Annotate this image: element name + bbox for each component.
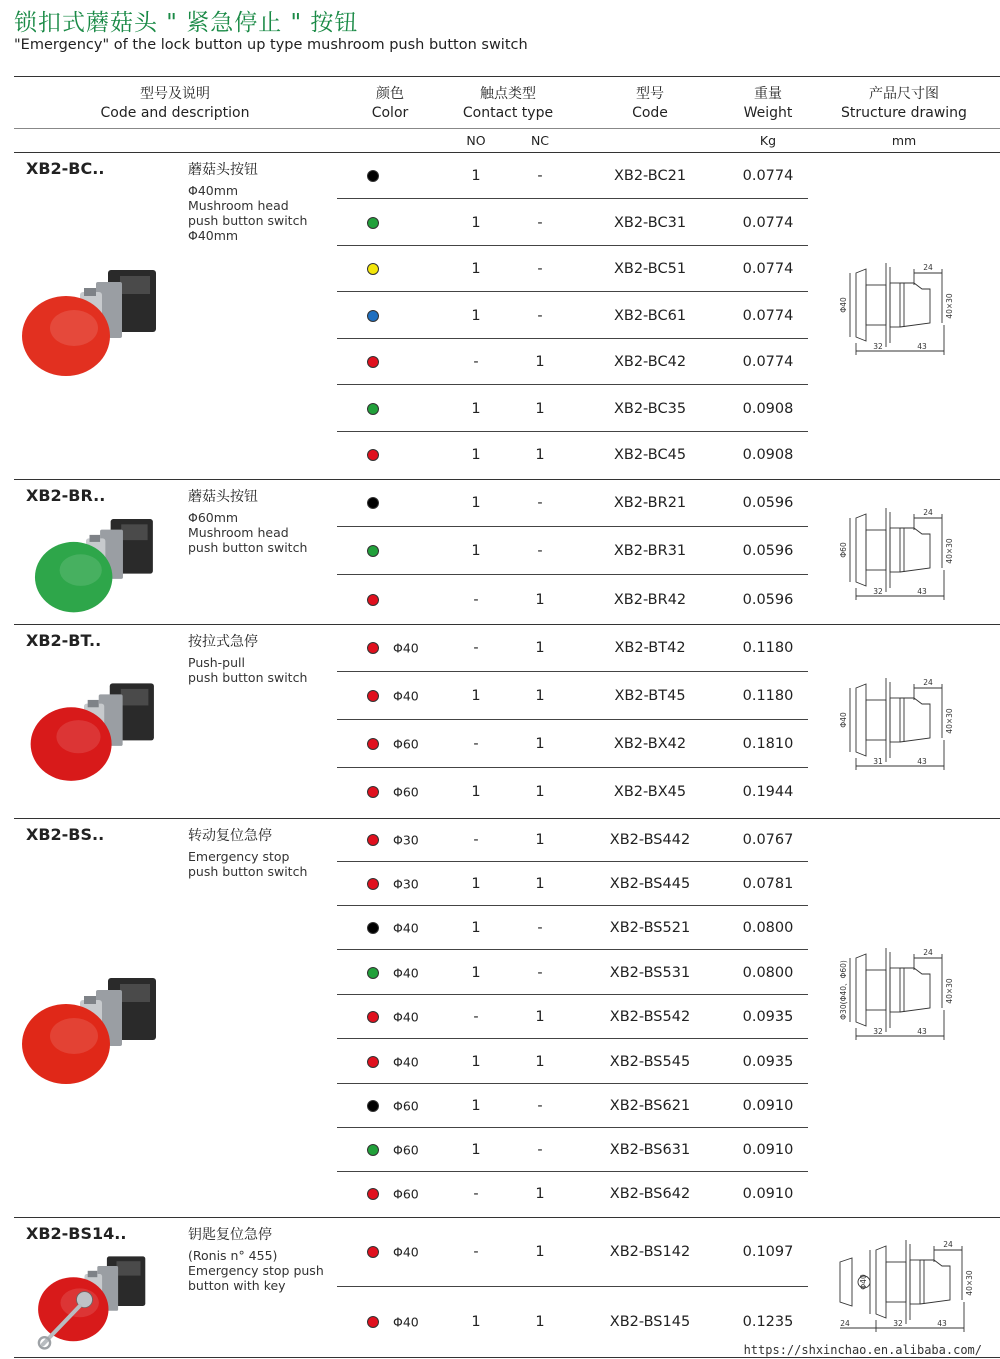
product-photo [32,512,162,626]
series-code: XB2-BS.. [26,825,105,844]
color-dot-red [367,786,379,798]
contact-nc-value: 1 [535,736,545,752]
header-contact [448,85,568,123]
weight-value: 0.0935 [742,1053,794,1070]
weight-value: 0.0908 [742,447,794,463]
color-dot-black [367,1100,379,1112]
contact-no-value: 1 [471,920,481,936]
weight-value: 0.1810 [742,736,794,752]
table-row [337,479,808,527]
drawing-width1-label: 32 [873,1027,883,1036]
description-line: button with key [188,1278,286,1293]
product-code: XB2-BC35 [613,400,687,417]
table-row [337,575,808,624]
header-mid-rule [14,128,1000,129]
weight-value: 0.0935 [742,1009,794,1025]
drawing-diameter-label: Φ40 [839,712,848,728]
contact-no-value: 1 [471,307,481,324]
color-dot-green [367,217,379,229]
diameter-value: Φ60 [393,784,419,800]
description-line: Push-pull [188,655,245,670]
description-en [188,510,307,555]
contact-nc-value: 1 [535,447,545,463]
product-code: XB2-BS442 [609,832,691,848]
product-code: XB2-BS642 [609,1186,691,1202]
header-drawing-cn: 产品尺寸图 [869,86,939,102]
contact-nc-value: 1 [535,1053,545,1070]
header-weight [728,85,808,123]
contact-no-value: 1 [471,543,481,559]
color-dot-red [367,642,379,654]
drawing-top-label: 24 [923,948,933,957]
header-code-desc [100,85,250,123]
color-dot-red [367,449,379,461]
table-row [337,906,808,950]
drawing-width1-label: 32 [873,587,883,596]
table-row [337,862,808,906]
table-row [337,339,808,385]
color-dot-red [367,738,379,750]
color-dot-red [367,594,379,606]
weight-value: 0.0596 [742,495,794,511]
contact-no-value: 1 [471,1142,481,1158]
product-code: XB2-BS531 [609,964,691,981]
table-row [337,1217,808,1287]
description-line: Mushroom head [188,525,289,540]
drawing-width2-label: 43 [917,342,927,351]
description-line: push button switch [188,864,308,879]
contact-no-value: 1 [471,214,481,231]
product-code: XB2-BS621 [609,1098,691,1114]
contact-nc-value: 1 [535,400,545,417]
header-weight-en: Weight [743,105,793,121]
drawing-side-label: 40×30 [945,293,954,319]
structure-drawing [834,940,964,1054]
color-dot-green [367,1144,379,1156]
description-cn: 转动复位急停 [188,828,272,844]
contact-nc-value: - [537,964,543,981]
drawing-width1-label: 31 [873,757,883,766]
diameter-value: Φ60 [393,1142,419,1158]
color-dot-blue [367,310,379,322]
contact-no-value: 1 [471,876,481,892]
contact-nc-value: - [537,307,543,324]
contact-no-value: - [473,1009,479,1025]
color-dot-green [367,545,379,557]
diameter-value: Φ60 [393,1098,419,1114]
contact-nc-value: 1 [535,591,545,608]
table-row [337,246,808,292]
structure-drawing [828,1232,978,1346]
color-dot-red [367,690,379,702]
page-title-cn: 锁扣式蘑菇头 " 紧急停止 " 按钮 [14,10,359,36]
color-dot-red [367,878,379,890]
drawing-width1-label: 32 [893,1319,903,1328]
product-photo [20,970,165,1099]
header-color-cn: 颜色 [376,86,404,102]
table-row [337,1172,808,1216]
description-en [188,183,307,243]
color-dot-black [367,170,379,182]
weight-value: 0.1235 [742,1314,794,1330]
drawing-width0-label: 24 [840,1319,850,1328]
drawing-width2-label: 43 [917,587,927,596]
contact-nc-value: 1 [535,1009,545,1025]
diameter-value: Φ40 [393,965,419,980]
weight-value: 0.0800 [742,964,794,981]
color-dot-green [367,967,379,979]
weight-value: 0.0774 [742,354,794,370]
product-code: XB2-BS631 [609,1142,691,1158]
drawing-side-label: 40×30 [945,978,954,1004]
structure-drawing [834,670,964,784]
contact-no-value: 1 [471,1314,481,1330]
color-dot-red [367,356,379,368]
description-line: push button switch [188,540,308,555]
color-dot-red [367,1316,379,1328]
contact-no-value: 1 [471,400,481,417]
header-color [350,85,430,123]
contact-no-value: 1 [471,964,481,981]
drawing-top-label: 24 [923,508,933,517]
weight-value: 0.0800 [742,920,794,936]
color-dot-red [367,834,379,846]
contact-nc-value: 1 [535,832,545,848]
contact-nc-value: - [537,543,543,559]
table-row [337,1128,808,1172]
description-cn: 蘑菇头按钮 [188,162,258,178]
table-row [337,292,808,339]
diameter-value: Φ40 [393,1244,419,1260]
contact-nc-value: - [537,920,543,936]
contact-nc-value: 1 [535,876,545,892]
weight-value: 0.0908 [742,400,794,417]
product-code: XB2-BS142 [609,1244,691,1260]
description-line: Φ40mm [188,183,239,198]
weight-value: 0.0774 [742,214,794,231]
contact-no-value: - [473,1186,479,1202]
table-row [337,432,808,478]
contact-nc-value: - [537,1098,543,1114]
diameter-value: Φ40 [393,1054,419,1069]
table-row [337,818,808,862]
weight-value: 0.0596 [742,543,794,559]
weight-value: 0.1180 [742,688,794,704]
contact-nc-value: 1 [535,1244,545,1260]
diameter-value: Φ60 [393,1186,419,1202]
contact-nc-value: 1 [535,1186,545,1202]
group-divider [14,1357,1000,1358]
description-line: Mushroom head [188,198,289,213]
drawing-side-label: 40×30 [945,538,954,564]
diameter-value: Φ60 [393,736,419,752]
product-code: XB2-BC51 [613,261,687,277]
diameter-value: Φ40 [393,688,419,704]
table-row [337,152,808,199]
description-en [188,1248,324,1293]
description-line: Emergency stop [188,849,290,864]
footer-url: https://shxinchao.en.alibaba.com/ [743,1343,982,1357]
table-row [337,720,808,768]
series-code: XB2-BS14.. [26,1224,127,1243]
product-code: XB2-BC61 [613,307,687,324]
table-row [337,672,808,720]
diameter-value: Φ30 [393,832,419,848]
table-row [337,950,808,995]
product-photo [20,262,165,391]
header-code-cn: 型号 [636,86,664,102]
color-dot-black [367,922,379,934]
diameter-value: Φ40 [393,1009,419,1025]
drawing-width2-label: 43 [937,1319,947,1328]
product-photo [28,676,163,795]
series-code: XB2-BR.. [26,486,106,505]
drawing-width2-label: 43 [917,757,927,766]
diameter-value: Φ40 [393,1314,419,1330]
diameter-value: Φ40 [393,920,419,936]
description-cn: 按拉式急停 [188,634,258,650]
weight-value: 0.0781 [742,876,794,892]
product-code: XB2-BX45 [613,784,687,800]
drawing-top-label: 24 [943,1240,953,1249]
series-code: XB2-BC.. [26,159,105,178]
weight-value: 0.0596 [742,591,794,608]
contact-no-value: 1 [471,447,481,463]
header-no: NO [466,133,486,148]
contact-no-value: 1 [471,688,481,704]
series-code: XB2-BT.. [26,631,102,650]
description-cn: 蘑菇头按钮 [188,489,258,505]
table-row [337,995,808,1039]
table-row [337,199,808,246]
contact-nc-value: 1 [535,640,545,656]
description-cn: 钥匙复位急停 [188,1227,272,1243]
contact-no-value: 1 [471,784,481,800]
drawing-diameter-label: Φ40 [839,297,848,313]
contact-no-value: - [473,354,479,370]
description-line: push button switch [188,670,308,685]
header-mm: mm [891,133,917,148]
header-kg: Kg [759,133,777,148]
description-line: Φ40mm [188,228,239,243]
drawing-top-label: 24 [923,678,933,687]
contact-nc-value: - [537,261,543,277]
weight-value: 0.0910 [742,1186,794,1202]
product-code: XB2-BC42 [613,354,687,370]
contact-no-value: - [473,640,479,656]
description-line: Emergency stop push [188,1263,324,1278]
color-dot-red [367,1188,379,1200]
contact-nc-value: - [537,167,543,184]
header-color-en: Color [371,105,409,121]
table-row [337,1287,808,1357]
drawing-width1-label: 32 [873,342,883,351]
drawing-diameter-label: Φ60 [839,542,848,558]
structure-drawing [834,255,964,369]
product-code: XB2-BC31 [613,214,687,231]
contact-no-value: 1 [471,261,481,277]
product-code: XB2-BC21 [613,167,687,184]
drawing-diameter-label: Φ40 [859,1274,868,1290]
diameter-value: Φ30 [393,876,419,892]
table-row [337,527,808,575]
page-title-en: "Emergency" of the lock button up type mushroom push button switch [14,37,528,53]
header-drawing [834,85,974,123]
header-contact-en: Contact type [462,105,554,121]
product-code: XB2-BR31 [613,543,687,559]
weight-value: 0.0910 [742,1142,794,1158]
contact-no-value: - [473,736,479,752]
contact-nc-value: 1 [535,1314,545,1330]
description-line: (Ronis n° 455) [188,1248,278,1263]
color-dot-red [367,1056,379,1068]
contact-no-value: - [473,832,479,848]
contact-nc-value: - [537,1142,543,1158]
header-code-en: Code [632,105,668,121]
color-dot-green [367,403,379,415]
contact-no-value: - [473,591,479,608]
diameter-value: Φ40 [393,640,419,656]
header-code-desc-cn: 型号及说明 [140,86,210,102]
table-row [337,1039,808,1084]
contact-nc-value: 1 [535,784,545,800]
weight-value: 0.0767 [742,832,794,848]
product-photo [22,1250,167,1354]
header-nc: NC [530,133,550,148]
contact-nc-value: 1 [535,354,545,370]
product-code: XB2-BS521 [609,920,691,936]
weight-value: 0.1180 [742,640,794,656]
product-code: XB2-BT42 [614,640,686,656]
drawing-width2-label: 43 [917,1027,927,1036]
weight-value: 0.0774 [742,261,794,277]
product-code: XB2-BC45 [613,447,687,463]
drawing-diameter-label: Φ30(Φ40、Φ60) [839,960,848,1020]
header-code [610,85,690,123]
drawing-top-label: 24 [923,263,933,272]
weight-value: 0.0774 [742,307,794,324]
product-code: XB2-BS542 [609,1009,691,1025]
drawing-side-label: 40×30 [965,1270,974,1296]
contact-nc-value: - [537,495,543,511]
product-code: XB2-BX42 [613,736,687,752]
description-line: push button switch [188,213,308,228]
color-dot-yellow [367,263,379,275]
description-line: Φ60mm [188,510,239,525]
table-row [337,624,808,672]
product-code: XB2-BR21 [613,495,687,511]
color-dot-red [367,1246,379,1258]
header-contact-cn: 触点类型 [480,86,536,102]
drawing-side-label: 40×30 [945,708,954,734]
product-code: XB2-BS545 [609,1053,691,1070]
structure-drawing [834,500,964,614]
contact-no-value: - [473,1244,479,1260]
product-code: XB2-BT45 [614,688,686,704]
contact-no-value: 1 [471,167,481,184]
product-code: XB2-BS145 [609,1314,691,1330]
header-drawing-en: Structure drawing [841,105,967,121]
table-row [337,1084,808,1128]
table-row [337,768,808,816]
weight-value: 0.1097 [742,1244,794,1260]
contact-nc-value: 1 [535,688,545,704]
contact-no-value: 1 [471,495,481,511]
weight-value: 0.0910 [742,1098,794,1114]
color-dot-red [367,1011,379,1023]
header-weight-cn: 重量 [754,86,782,102]
contact-no-value: 1 [471,1053,481,1070]
table-row [337,385,808,432]
header-top-rule [14,76,1000,77]
weight-value: 0.1944 [742,784,794,800]
product-code: XB2-BR42 [613,591,687,608]
header-code-desc-en: Code and description [100,105,250,121]
product-code: XB2-BS445 [609,876,691,892]
description-en [188,849,307,879]
contact-no-value: 1 [471,1098,481,1114]
contact-nc-value: - [537,214,543,231]
weight-value: 0.0774 [742,167,794,184]
description-en [188,655,307,685]
color-dot-black [367,497,379,509]
